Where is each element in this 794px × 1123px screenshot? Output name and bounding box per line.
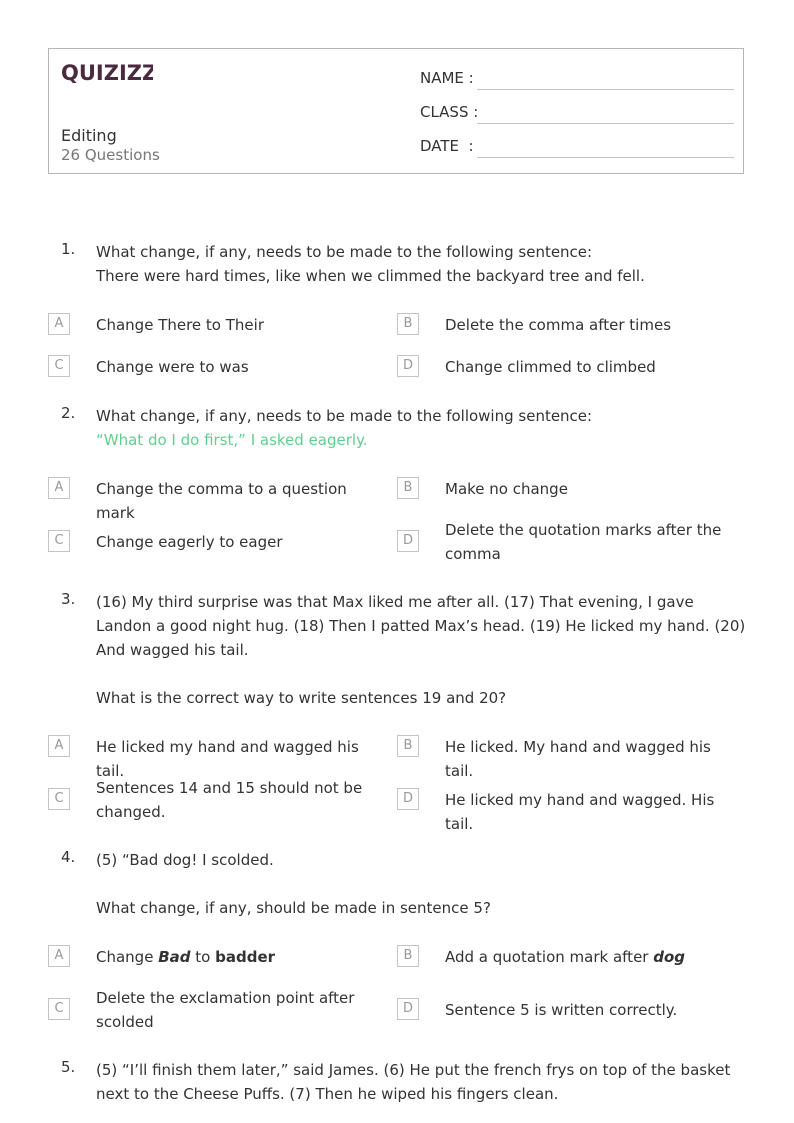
date-label: DATE : <box>420 137 474 155</box>
option-letter-box: A <box>48 735 70 757</box>
question-text <box>96 240 746 288</box>
option-strong: badder <box>215 948 276 966</box>
question-line: There were hard times, like when we climmed the backyard tree and fell. <box>96 267 645 285</box>
question-passage: (5) “Bad dog! I scolded. <box>96 851 274 869</box>
worksheet-header <box>48 48 744 174</box>
option-letter-box: A <box>48 313 70 335</box>
option-letter-box: B <box>397 313 419 335</box>
question-number: 3. <box>61 590 76 608</box>
class-field[interactable] <box>420 101 734 135</box>
question-line: What change, if any, needs to be made to the following sentence: <box>96 243 593 261</box>
option-text: Delete the comma after times <box>445 316 672 334</box>
question-text <box>96 590 746 710</box>
option-letter-box: B <box>397 735 419 757</box>
option-letter-box: C <box>48 355 70 377</box>
question-number: 2. <box>61 404 76 422</box>
quizizz-logo <box>61 59 153 89</box>
option-text: Change the comma to a question mark <box>96 480 347 522</box>
question-number: 4. <box>61 848 76 866</box>
option-text: Change eagerly to eager <box>96 533 283 551</box>
option-text: Make no change <box>445 480 568 498</box>
option-letter-box: D <box>397 530 419 552</box>
class-line <box>477 123 734 124</box>
option-text: He licked my hand and wagged. His tail. <box>445 791 715 833</box>
option-text: Change were to was <box>96 358 249 376</box>
option-letter-box: A <box>48 945 70 967</box>
option-text: Change climmed to climbed <box>445 358 656 376</box>
option-text-part: Add a quotation mark after <box>445 948 654 966</box>
question-line: What change, if any, needs to be made to the following sentence: <box>96 407 593 425</box>
option-emphasis: Bad <box>158 948 191 966</box>
question-passage: (5) “I’ll finish them later,” said James. (6) He put the french frys on top of the basket next to the Cheese Puffs. (7) Then he wiped his fingers clean. <box>96 1061 731 1103</box>
option-letter-box: C <box>48 998 70 1020</box>
option-text: Delete the quotation marks after the comma <box>445 521 722 563</box>
option-text-part: to <box>190 948 216 966</box>
option-letter-box: D <box>397 998 419 1020</box>
question-line: What is the correct way to write sentences 19 and 20? <box>96 689 507 707</box>
option-letter-box: D <box>397 355 419 377</box>
logo-text: QUIZIZZ <box>61 61 153 85</box>
option-letter-box: C <box>48 530 70 552</box>
name-label: NAME : <box>420 69 474 87</box>
name-field[interactable] <box>420 67 734 101</box>
question-number: 5. <box>61 1058 76 1076</box>
option-letter-box: B <box>397 477 419 499</box>
question-text <box>96 404 746 452</box>
date-line <box>477 157 734 158</box>
student-fields <box>420 67 734 169</box>
worksheet-title: Editing <box>61 126 117 145</box>
option-text: Sentences 14 and 15 should not be changed. <box>96 779 363 821</box>
option-text: Change There to Their <box>96 316 264 334</box>
option-letter-box: A <box>48 477 70 499</box>
option-text-part: Change <box>96 948 159 966</box>
option-text: Delete the exclamation point after scolded <box>96 989 355 1031</box>
highlighted-sentence: “What do I do first,” I asked eagerly. <box>96 431 368 449</box>
option-letter-box: D <box>397 788 419 810</box>
question-line: What change, if any, should be made in sentence 5? <box>96 899 491 917</box>
date-field[interactable] <box>420 135 734 169</box>
option-letter-box: C <box>48 788 70 810</box>
option-text: Sentence 5 is written correctly. <box>445 1001 678 1019</box>
option-text <box>445 945 735 969</box>
option-emphasis: dog <box>653 948 686 966</box>
question-count: 26 Questions <box>61 146 160 164</box>
question-text <box>96 848 746 920</box>
question-text <box>96 1058 746 1106</box>
option-letter-box: B <box>397 945 419 967</box>
question-passage: (16) My third surprise was that Max liked me after all. (17) That evening, I gave Landon a good night hug. (18) Then I patted Max’s head. (19) He licked my hand. (20) And wagged his tail. <box>96 593 746 659</box>
option-text: He licked. My hand and wagged his tail. <box>445 738 711 780</box>
class-label: CLASS : <box>420 103 479 121</box>
option-text: He licked my hand and wagged his tail. <box>96 738 359 780</box>
option-text <box>96 945 386 969</box>
question-number: 1. <box>61 240 76 258</box>
name-line <box>477 89 734 90</box>
